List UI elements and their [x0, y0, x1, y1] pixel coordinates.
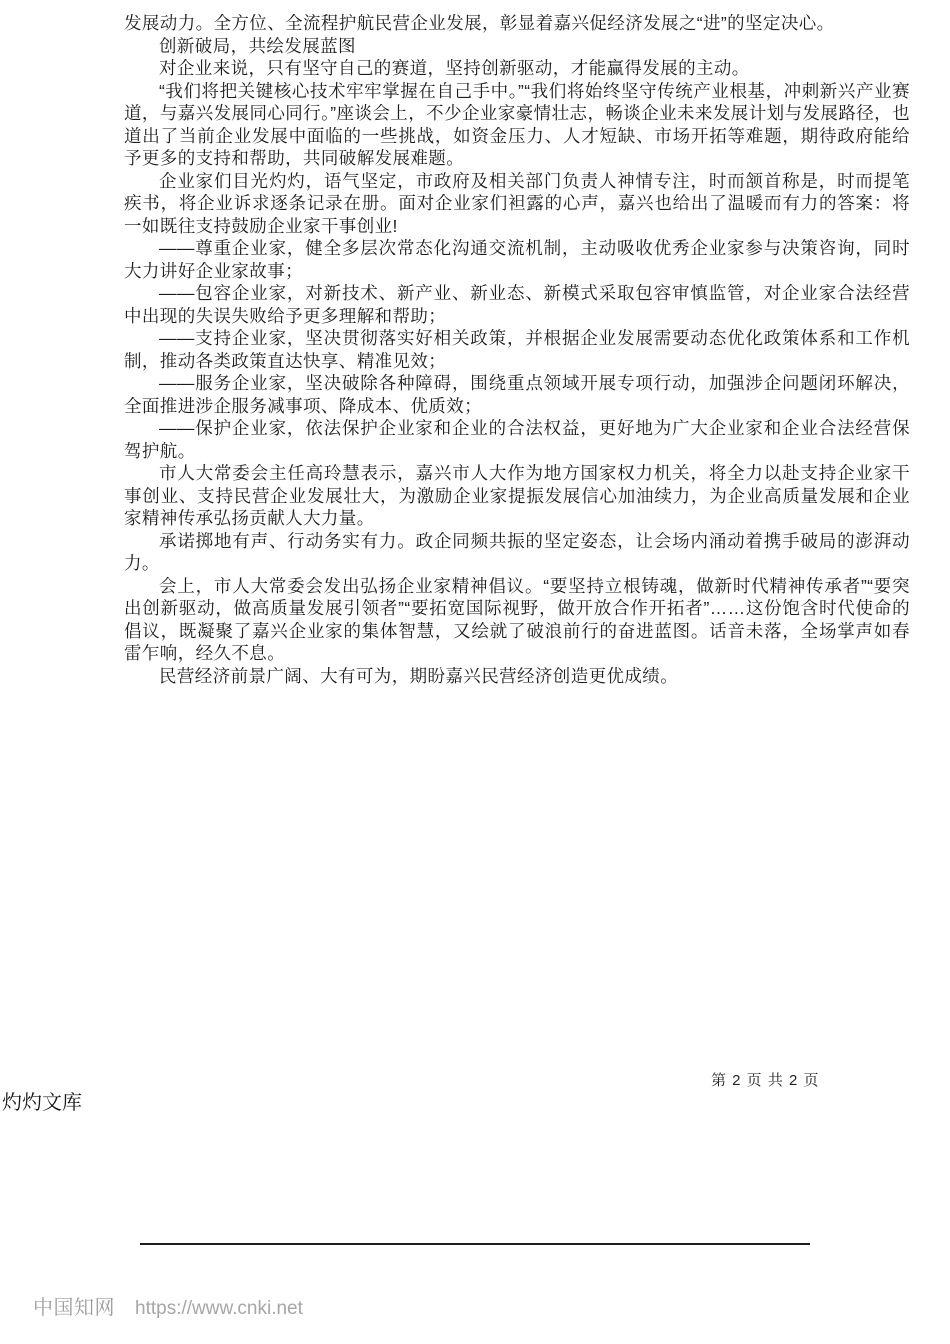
cnki-url-text: https://www.cnki.net [135, 1298, 303, 1319]
paragraph: ——服务企业家，坚决破除各种障碍，围绕重点领域开展专项行动，加强涉企问题闭环解决，全面推进涉企服务减事项、降成本、优质效； [124, 373, 910, 416]
paragraph: 会上，市人大常委会发出弘扬企业家精神倡议。“要坚持立根铸魂，做新时代精神传承者”“要突出创新驱动，做高质量发展引领者”“要拓宽国际视野，做开放合作开拓者”……这份饱含时代使命的倡议，既凝聚了嘉兴企业家的集体智慧，又绘就了破浪前行的奋进蓝图。话音未落，全场掌声如春雷乍响，经久不息。 [124, 575, 910, 663]
footer-divider [140, 1243, 810, 1245]
page-number: 第 2 页 共 2 页 [711, 1072, 820, 1089]
paragraph: ——支持企业家，坚决贯彻落实好相关政策，并根据企业发展需要动态优化政策体系和工作机制，推动各类政策直达快享、精准见效； [124, 328, 910, 371]
paragraph: 市人大常委会主任高玲慧表示，嘉兴市人大作为地方国家权力机关，将全力以赴支持企业家干事创业、支持民营企业发展壮大，为激励企业家提振发展信心加油续力，为企业高质量发展和企业家精神传承弘扬贡献人大力量。 [124, 463, 910, 528]
site-footer [33, 1291, 303, 1320]
paragraph: 民营经济前景广阔、大有可为，期盼嘉兴民营经济创造更优成绩。 [159, 665, 679, 686]
paragraph: 企业家们目光灼灼，语气坚定，市政府及相关部门负责人神情专注，时而颔首称是，时而提笔疾书，将企业诉求逐条记录在册。面对企业家们袒露的心声，嘉兴也给出了温暖而有力的答案：将一如既往支持鼓励企业家干事创业! [124, 170, 910, 236]
paragraph: ——包容企业家，对新技术、新产业、新业态、新模式采取包容审慎监管，对企业家合法经营中出现的失误失败给予更多理解和帮助； [124, 283, 910, 326]
paragraph: 承诺掷地有声、行动务实有力。政企同频共振的坚定姿态，让会场内涌动着携手破局的澎湃动力。 [124, 530, 910, 573]
cnki-brand-label: 中国知网 [33, 1297, 115, 1319]
watermark-label: 灼灼文库 [2, 1092, 82, 1114]
document-body [124, 12, 910, 687]
paragraph: ——尊重企业家，健全多层次常态化沟通交流机制，主动吸收优秀企业家参与决策咨询，同时大力讲好企业家故事； [124, 238, 910, 281]
paragraph: 发展动力。全方位、全流程护航民营企业发展，彰显着嘉兴促经济发展之“进”的坚定决心。 [124, 13, 835, 33]
paragraph: “我们将把关键核心技术牢牢掌握在自己手中。”“我们将始终坚守传统产业根基，冲刺新兴产业赛道，与嘉兴发展同心同行。”座谈会上，不少企业家豪情壮志，畅谈企业未来发展计划与发展路径，也道出了当前企业发展中面临的一些挑战，如资金压力、人才短缺、市场开拓等难题，期待政府能给予更多的支持和帮助，共同破解发展难题。 [124, 80, 910, 168]
paragraph: ——保护企业家，依法保护企业家和企业的合法权益，更好地为广大企业家和企业合法经营保驾护航。 [124, 418, 910, 461]
paragraph: 对企业来说，只有坚守自己的赛道，坚持创新驱动，才能赢得发展的主动。 [159, 58, 750, 78]
paragraph: 创新破局，共绘发展蓝图 [159, 35, 356, 56]
